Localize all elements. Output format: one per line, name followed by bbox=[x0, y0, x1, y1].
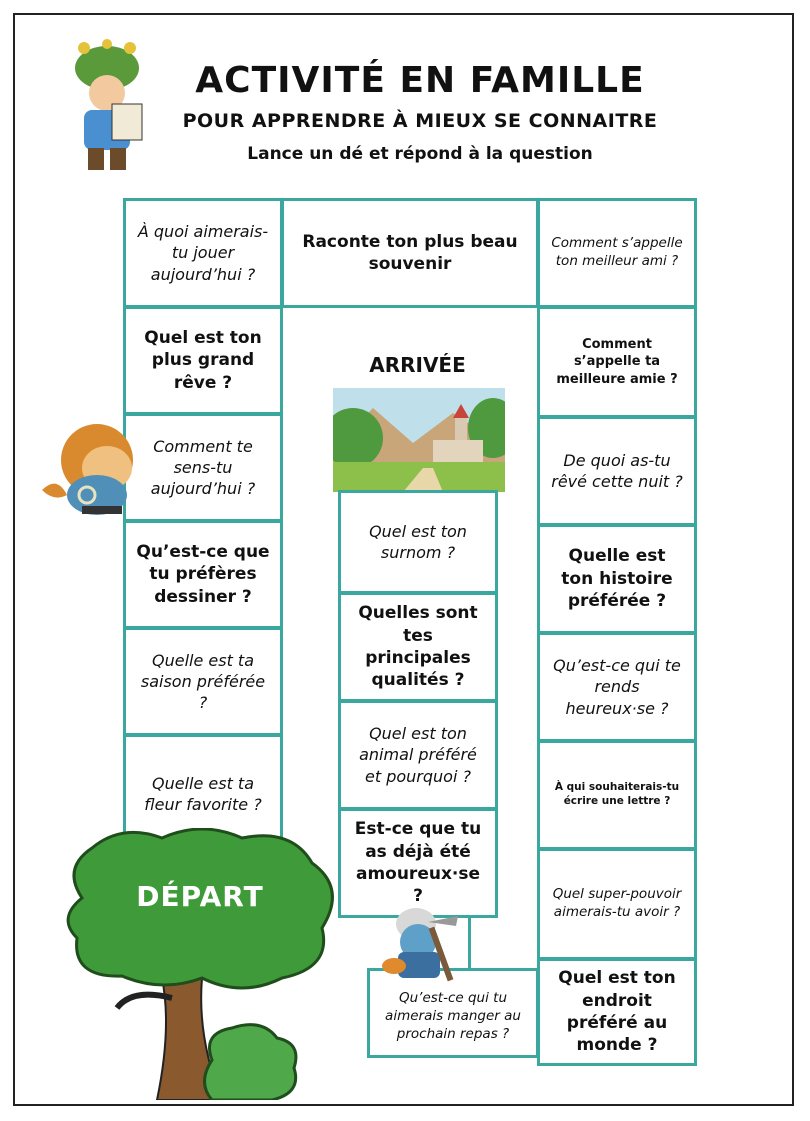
instruction-text: Lance un dé et répond à la question bbox=[247, 144, 593, 164]
board-cell: Quelle est ton histoire préférée ? bbox=[537, 524, 697, 634]
board-cell: Raconte ton plus beau souvenir bbox=[281, 198, 539, 308]
board-cell: Qu’est-ce qui tu aimerais manger au prochain repas ? bbox=[367, 968, 539, 1058]
board-cell: De quoi as-tu rêvé cette nuit ? bbox=[537, 416, 697, 526]
board-cell: Comment s’appelle ton meilleur ami ? bbox=[537, 198, 697, 308]
board-cell: Quel est ton endroit préféré au monde ? bbox=[537, 958, 697, 1066]
board-cell: Comment te sens-tu aujourd’hui ? bbox=[123, 413, 283, 522]
castle-landscape-illustration bbox=[333, 388, 505, 492]
board-cell: Quel super-pouvoir aimerais-tu avoir ? bbox=[537, 848, 697, 960]
board-cell: Est-ce que tu as déjà été amoureux·se ? bbox=[338, 808, 498, 918]
board-cell: À quoi aimerais-tu jouer aujourd’hui ? bbox=[123, 198, 283, 308]
arrivee-label: ARRIVÉE bbox=[369, 353, 466, 377]
board-cell: Qu’est-ce qui te rends heureux·se ? bbox=[537, 632, 697, 742]
board-cell: Comment s’appelle ta meilleure amie ? bbox=[537, 306, 697, 418]
path-connector bbox=[468, 968, 540, 971]
page-title: ACTIVITÉ EN FAMILLE bbox=[195, 60, 645, 101]
lion-character-illustration bbox=[42, 420, 154, 520]
board-cell: Quelle est ta saison préférée ? bbox=[123, 627, 283, 736]
board-cell: Quel est ton plus grand rêve ? bbox=[123, 306, 283, 415]
miner-character-illustration bbox=[378, 902, 473, 987]
board-cell: À qui souhaiterais-tu écrire une lettre ? bbox=[537, 740, 697, 850]
board-cell: Quelle est ta fleur favorite ? bbox=[123, 734, 283, 854]
boy-character-illustration bbox=[62, 38, 152, 178]
board-cell: Quelles sont tes principales qualités ? bbox=[338, 592, 498, 702]
board-cell: Quel est ton surnom ? bbox=[338, 490, 498, 594]
depart-label: DÉPART bbox=[136, 880, 264, 913]
tree-illustration bbox=[62, 828, 344, 1100]
board-cell: Quel est ton animal préféré et pourquoi ? bbox=[338, 700, 498, 810]
board-cell: Qu’est-ce que tu préfères dessiner ? bbox=[123, 520, 283, 629]
page-subtitle: POUR APPRENDRE À MIEUX SE CONNAITRE bbox=[182, 110, 658, 132]
